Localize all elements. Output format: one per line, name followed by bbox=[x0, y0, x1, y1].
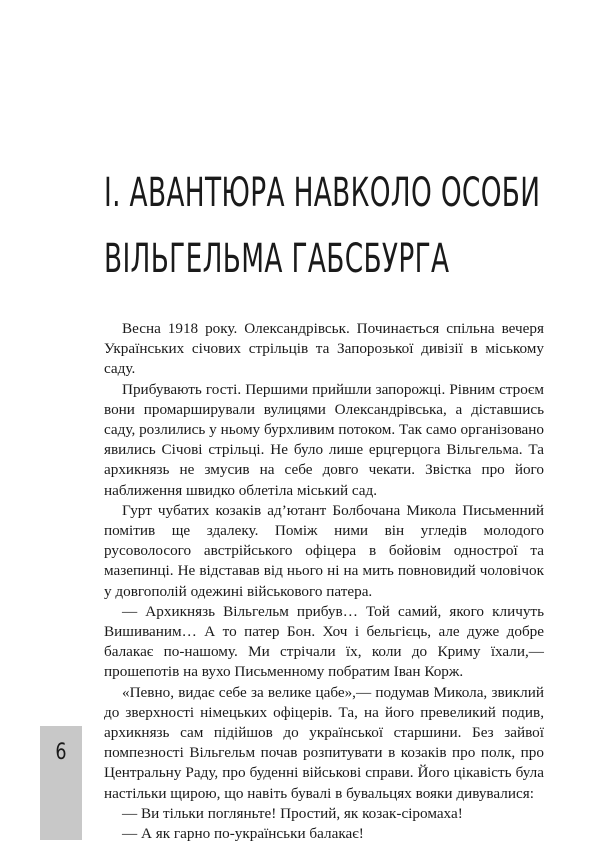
paragraph: — Ви тільки погляньте! Простий, як козак-сіромаха! bbox=[122, 804, 463, 822]
paragraph: — А як гарно по-українськи балакає! bbox=[122, 825, 364, 843]
page-number-tab bbox=[40, 726, 82, 840]
chapter-title bbox=[104, 160, 541, 292]
page-number: 6 bbox=[55, 740, 67, 765]
chapter-title-line-1: І. АВАНТЮРА НАВКОЛО ОСОБИ bbox=[104, 170, 541, 216]
body-text bbox=[104, 319, 544, 844]
chapter-title-line-2: ВІЛЬГЕЛЬМА ГАБСБУРГА bbox=[104, 236, 450, 282]
paragraph: Весна 1918 року. Олександрівськ. Починається спільна вечеря Українських січових стрільців та Запорозької дивізії в міському саду. bbox=[104, 320, 544, 378]
paragraph: «Певно, видає себе за велике цабе»,— подумав Микола, звиклий до зверхності німецьких офіцерів. Та, на його превеликий подив, архикнязь сам підійшов до української старшини. Без зайвої помпезності Вільгельм почав розпитувати в козаків про полк, про Центральну Раду, про буденні військові справи. Його цікавість була настільки щирою, що навіть бувалі в бувальцях вояки дивувалися: bbox=[104, 683, 544, 802]
paragraph: Гурт чубатих козаків ад’ютант Болбочана Микола Письменний помітив ще здалеку. Поміж ними він угледів молодого русоволосого австрійського офіцера в бойовім однострої та мазепинці. Не відставав від нього ні на мить повновидий чоловічок у довгополій одежині військового патера. bbox=[104, 501, 544, 600]
paragraph: — Архикнязь Вільгельм прибув… Той самий, якого кличуть Вишиваним… А то патер Бон. Хоч і бельгієць, але дуже добре балакає по-нашому. Ми стрічали їх, коли до Криму їхали,— прошепотів на вухо Письменному побратим Іван Корж. bbox=[104, 602, 544, 681]
paragraph: Прибувають гості. Першими прийшли запорожці. Рівним строєм вони промарширували вулицями Олександрівська, а діставшись саду, розлились у ньому бурхливим потоком. Так само організовано явились Січові стрільці. Не було лише ерцгерцога Вільгельма. Та архикнязь не змусив на себе довго чекати. Звістка про його наближення швидко облетіла міський сад. bbox=[104, 380, 544, 499]
